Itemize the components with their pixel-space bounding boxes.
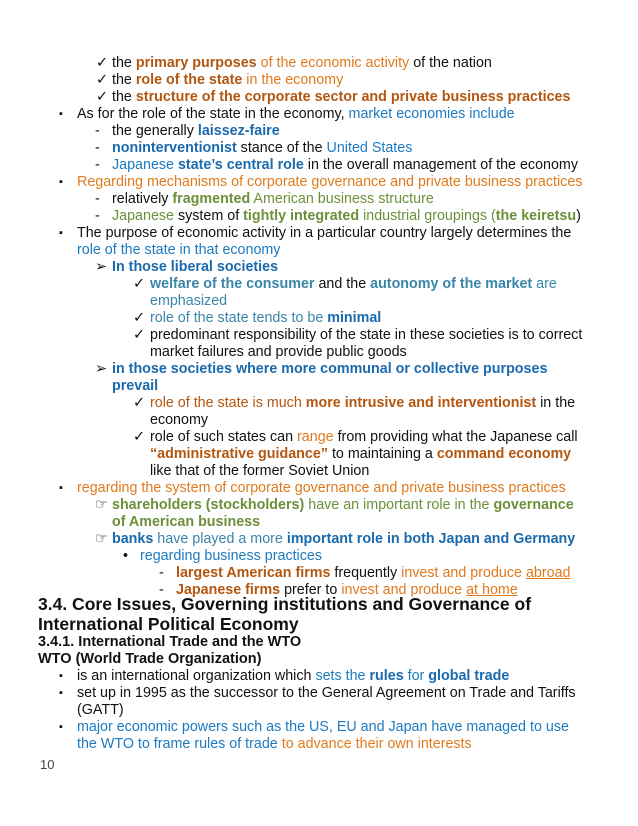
text-line bbox=[150, 412, 208, 429]
text-segment: the WTO to frame rules of trade bbox=[77, 736, 278, 752]
square-marker: ▪ bbox=[59, 108, 63, 120]
text-line bbox=[77, 736, 472, 753]
text-segment: market failures and provide public goods bbox=[150, 344, 407, 360]
text-segment: of American business bbox=[112, 514, 261, 530]
text-line bbox=[150, 276, 557, 293]
check-marker: ✓ bbox=[96, 55, 108, 71]
text-segment: shareholders (stockholders) bbox=[112, 497, 305, 513]
text-segment: the keiretsu bbox=[495, 208, 577, 224]
text-segment: As for the role of the state in the economy, bbox=[77, 106, 349, 122]
section-heading-line-1: 3.4. Core Issues, Governing institutions and Governance of bbox=[38, 594, 532, 614]
text-segment: regarding business practices bbox=[140, 548, 322, 564]
text-segment: global trade bbox=[428, 668, 510, 684]
text-segment: the bbox=[112, 89, 136, 105]
text-segment: tightly integrated bbox=[243, 208, 360, 224]
text-line bbox=[176, 565, 570, 582]
text-segment: in those societies where more communal or collective purposes bbox=[112, 361, 548, 377]
text-segment: invest and produce bbox=[341, 582, 467, 598]
text-segment: in the overall management of the economy bbox=[303, 157, 578, 173]
text-line bbox=[112, 259, 278, 276]
text-segment: sets the bbox=[315, 668, 370, 684]
square-marker: ▪ bbox=[59, 670, 63, 682]
text-segment: have played a more bbox=[153, 531, 287, 547]
check-marker: ✓ bbox=[133, 429, 145, 445]
square-marker: ▪ bbox=[59, 176, 63, 188]
text-segment: major economic powers such as the US, EU and Japan have managed to use bbox=[77, 719, 569, 735]
text-segment: prevail bbox=[112, 378, 159, 394]
text-segment: American business structure bbox=[250, 191, 434, 207]
arrow-marker: ➢ bbox=[95, 361, 107, 377]
text-segment: Japanese bbox=[112, 157, 178, 173]
text-segment: laissez-faire bbox=[197, 123, 280, 139]
dash-marker: - bbox=[95, 123, 100, 139]
text-line bbox=[77, 719, 569, 736]
square-marker: ▪ bbox=[59, 687, 63, 699]
text-line bbox=[112, 55, 492, 72]
text-line bbox=[77, 685, 576, 702]
square-marker: ▪ bbox=[59, 227, 63, 239]
text-line bbox=[150, 463, 369, 480]
check-marker: ✓ bbox=[96, 89, 108, 105]
text-segment: market economies include bbox=[348, 106, 515, 122]
text-segment: important role in both Japan and Germany bbox=[286, 531, 576, 547]
text-segment: Regarding mechanisms of corporate governance and private business practices bbox=[77, 174, 583, 190]
text-segment: noninterventionist bbox=[112, 140, 237, 156]
text-segment: stance of the bbox=[236, 140, 327, 156]
text-line bbox=[77, 480, 566, 497]
text-segment: governance bbox=[493, 497, 574, 513]
section-heading-line-2: International Political Economy bbox=[38, 614, 299, 634]
check-marker: ✓ bbox=[96, 72, 108, 88]
text-segment: The purpose of economic activity in a particular country largely determines the bbox=[77, 225, 572, 241]
text-segment: emphasized bbox=[150, 293, 228, 309]
text-line bbox=[112, 497, 574, 514]
text-line bbox=[112, 208, 581, 225]
text-segment: banks bbox=[112, 531, 154, 547]
dash-marker: - bbox=[95, 140, 100, 156]
text-segment: role of the state in that economy bbox=[77, 242, 281, 258]
subsection-heading: 3.4.1. International Trade and the WTO bbox=[38, 634, 302, 650]
text-segment: and the bbox=[314, 276, 371, 292]
text-segment: in the economy bbox=[242, 72, 344, 88]
text-segment: the generally bbox=[112, 123, 198, 139]
text-segment: welfare of the consumer bbox=[150, 276, 315, 292]
check-marker: ✓ bbox=[133, 327, 145, 343]
text-line bbox=[150, 446, 571, 463]
dash-marker: - bbox=[159, 582, 164, 598]
text-segment: invest and produce bbox=[401, 565, 526, 581]
text-segment: relatively bbox=[112, 191, 173, 207]
text-segment: range bbox=[297, 429, 334, 445]
text-segment: largest American firms bbox=[176, 565, 331, 581]
text-line bbox=[77, 668, 509, 685]
text-segment: structure of the corporate sector and private business practices bbox=[135, 89, 571, 105]
text-segment: is an international organization which bbox=[77, 668, 316, 684]
text-line bbox=[150, 327, 582, 344]
text-line bbox=[112, 378, 158, 395]
text-segment: the bbox=[112, 72, 136, 88]
text-segment: in the bbox=[536, 395, 576, 411]
text-segment: predominant responsibility of the state in these societies is to correct bbox=[150, 327, 583, 343]
check-marker: ✓ bbox=[133, 276, 145, 292]
text-line bbox=[176, 582, 518, 599]
hand-marker: ☞ bbox=[95, 497, 108, 513]
check-marker: ✓ bbox=[133, 310, 145, 326]
dash-marker: - bbox=[95, 208, 100, 224]
text-segment: economy bbox=[150, 412, 209, 428]
text-line bbox=[112, 514, 260, 531]
text-line bbox=[112, 361, 547, 378]
text-segment: rules bbox=[369, 668, 404, 684]
text-segment: like that of the former Soviet Union bbox=[150, 463, 370, 479]
text-line bbox=[112, 89, 570, 106]
text-segment: command economy bbox=[436, 446, 572, 462]
text-line bbox=[140, 548, 322, 565]
hand-marker: ☞ bbox=[95, 531, 108, 547]
text-segment: United States bbox=[326, 140, 413, 156]
text-segment: more intrusive and interventionist bbox=[305, 395, 537, 411]
text-line bbox=[112, 72, 343, 89]
text-segment: system of bbox=[174, 208, 244, 224]
text-line bbox=[150, 344, 407, 361]
text-segment: role of the state bbox=[135, 72, 243, 88]
dash-marker: - bbox=[95, 191, 100, 207]
text-segment: ) bbox=[576, 208, 581, 224]
text-segment: Japanese bbox=[112, 208, 175, 224]
text-segment: prefer to bbox=[280, 582, 342, 598]
text-segment: of the economic activity bbox=[256, 55, 410, 71]
text-segment: to maintaining a bbox=[327, 446, 437, 462]
text-segment: “administrative guidance” bbox=[150, 446, 328, 462]
text-line bbox=[77, 106, 515, 123]
text-line bbox=[150, 395, 575, 412]
text-line bbox=[112, 140, 412, 157]
text-segment: to advance their own interests bbox=[277, 736, 472, 752]
text-segment: minimal bbox=[327, 310, 382, 326]
text-segment: autonomy of the market bbox=[370, 276, 533, 292]
text-segment: industrial groupings ( bbox=[359, 208, 496, 224]
dash-marker: - bbox=[95, 157, 100, 173]
check-marker: ✓ bbox=[133, 395, 145, 411]
text-line bbox=[77, 242, 280, 259]
text-segment: at home bbox=[466, 582, 518, 598]
text-line bbox=[150, 429, 578, 446]
text-segment: of the nation bbox=[409, 55, 492, 71]
text-segment: abroad bbox=[525, 565, 571, 581]
text-line bbox=[150, 310, 381, 327]
text-line bbox=[112, 531, 575, 548]
text-segment: role of such states can bbox=[150, 429, 298, 445]
text-segment: the bbox=[112, 55, 136, 71]
text-segment: Japanese firms bbox=[176, 582, 281, 598]
text-line bbox=[112, 191, 434, 208]
text-segment: (GATT) bbox=[77, 702, 124, 718]
text-segment: set up in 1995 as the successor to the General Agreement on Trade and Tariffs bbox=[77, 685, 576, 701]
arrow-marker: ➢ bbox=[95, 259, 107, 275]
text-segment: regarding the system of corporate governance and private business practices bbox=[77, 480, 566, 496]
text-segment: have an important role in the bbox=[304, 497, 494, 513]
wto-heading: WTO (World Trade Organization) bbox=[38, 651, 262, 667]
dash-marker: - bbox=[159, 565, 164, 581]
text-line bbox=[77, 225, 571, 242]
text-segment: are bbox=[532, 276, 557, 292]
text-segment: role of the state tends to be bbox=[150, 310, 328, 326]
text-line bbox=[77, 174, 582, 191]
text-line bbox=[112, 123, 280, 140]
bullet-marker: • bbox=[123, 548, 129, 564]
text-segment: In those liberal societies bbox=[112, 259, 279, 275]
text-segment: role of the state is much bbox=[150, 395, 306, 411]
text-segment: fragmented bbox=[172, 191, 251, 207]
text-segment: state’s central role bbox=[177, 157, 304, 173]
text-line bbox=[150, 293, 227, 310]
page-number: 10 bbox=[40, 757, 55, 772]
text-segment: for bbox=[403, 668, 429, 684]
text-segment: from providing what the Japanese call bbox=[333, 429, 578, 445]
text-segment: frequently bbox=[330, 565, 402, 581]
square-marker: ▪ bbox=[59, 721, 63, 733]
text-segment: primary purposes bbox=[135, 55, 257, 71]
square-marker: ▪ bbox=[59, 482, 63, 494]
text-line bbox=[112, 157, 578, 174]
text-line bbox=[77, 702, 124, 719]
